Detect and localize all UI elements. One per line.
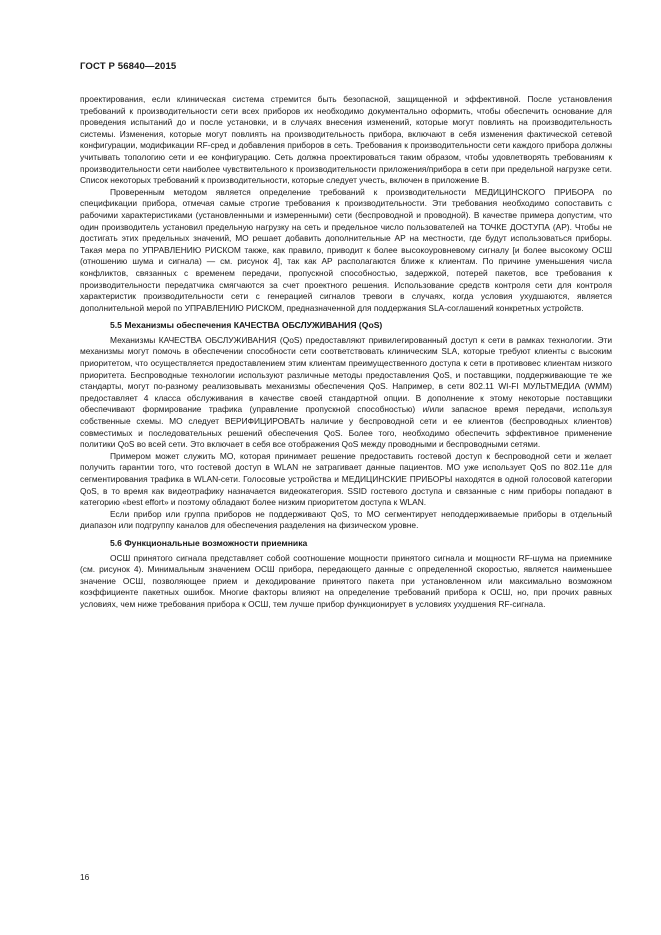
paragraph: Механизмы КАЧЕСТВА ОБСЛУЖИВАНИЯ (QoS) предоставляют привилегированный доступ к сети в рамках технологии. Эти механизмы могут помочь в обеспечении способности сети соответствовать клиническим SLA, которые требуют клиенты с высоким приоритетом, что осуществляется предоставлением этим клиентам преимущественного доступа к сети в противовес клиентам низкого приоритета. Беспроводные технологии используют различные методы предоставления QoS, и поставщики, поддерживающие те же стандарты, могут по-разному реализовывать механизмы обеспечения QoS. Например, в сети 802.11 WI-FI МУЛЬТМЕДИА (WMM) предоставляет 4 класса обслуживания в качестве своей стандартной опции. В дополнение к этому некоторые поставщики обеспечивают формирование трафика (управление пропускной способностью) и/или запасное время передачи, используя собственные схемы. МО следует ВЕРИФИЦИРОВАТЬ наличие у беспроводной сети и ее клиентов (беспроводных клиентов) совместимых и последовательных решений обеспечения QoS. Более того, необходимо обеспечить эффективное применение политики QoS во всей сети. Это включает в себя все отображения QoS между проводными и беспроводными сетями. xyxy=(80,334,612,450)
standard-header: ГОСТ Р 56840—2015 xyxy=(80,61,177,72)
page-number: 16 xyxy=(80,872,90,882)
document-body xyxy=(80,94,612,611)
paragraph: Если прибор или группа приборов не поддерживают QoS, то МО сегментирует неподдерживаемые приборы в отдельный диапазон или подгруппу каналов для обеспечения разделения на физическом уровне. xyxy=(80,508,612,531)
paragraph: Проверенным методом является определение требований к производительности МЕДИЦИНСКОГО ПРИБОРА по спецификации прибора, отмечая самые строгие требования к производительности. Эти требования необходимо сопоставить с рабочими характеристиками (установленными и измеренными) сети (беспроводной и проводной). В качестве примера допустим, что один производитель установил предельную нагрузку на сеть и предельное число пользователей на ТОЧКЕ ДОСТУПА (АР). Чтобы не достигать этих предельных значений, МО решает добавить дополнительные АР на местности, где будут использоваться приборы. Такая мера по УПРАВЛЕНИЮ РИСКОМ также, как правило, приводит к более высокоуровневому сигналу [и более высокому ОСШ (отношению шума и сигнала) — см. рисунок 4], так как АР располагаются ближе к клиентам. По причине уменьшения числа конфликтов, связанных с временем передачи, пропускной способностью, задержкой, потерей пакетов, все требования к производительности передатчика смягчаются за счет проектного решения. Использование средств контроля сети для контроля характеристик производительности сети с генерацией сигналов тревоги в случаях, когда условия ухудшаются, является дополнительной мерой по УПРАВЛЕНИЮ РИСКОМ, предназначенной для поддержания SLA-соглашений конкретных устройств. xyxy=(80,186,612,313)
paragraph: Примером может служить МО, которая принимает решение предоставить гостевой доступ к беспроводной сети и желает получить гарантии того, что гостевой доступ в WLAN не затрагивает данные пациентов. МО уже использует QoS по 802.11е для сегментирования трафика в WLAN-сети. Голосовые устройства и МЕДИЦИНСКИЕ ПРИБОРЫ находятся в одной голосовой категории QoS, в то время как видеотрафику назначается видеокатегория. SSID гостевого доступа и связанные с ним приборы попадают в категорию «best effort» и поэтому обладают более низким приоритетом доступа к WLAN. xyxy=(80,450,612,508)
paragraph: проектирования, если клиническая система стремится быть безопасной, защищенной и эффективной. После установления требований к производительности сети всех приборов их необходимо документально оформить, чтобы обеспечить основание для проведения испытаний до и после установки, и в случаях внесения изменений, которые могут повлиять на производительность системы. Изменения, которые могут повлиять на производительность прибора, включают в себя изменения фактической сетевой конфигурации, модификации RF-сред и добавления приборов в сеть. Требования к производительности сети каждого прибора должны учитывать топологию сети и ее конфигурацию. Сеть должна проектироваться таким образом, чтобы удовлетворять требованиям к производительности сети наиболее чувствительного к производительности приложения/прибора в сети при предельной нагрузке сети. Список некоторых требований к производительности, которые следует учесть, включен в приложение В. xyxy=(80,94,612,186)
section-title-5-6: 5.6 Функциональные возможности приемника xyxy=(110,537,308,548)
paragraph: ОСШ принятого сигнала представляет собой соотношение мощности принятого сигнала и мощности RF-шума на приемнике (см. рисунок 4). Минимальным значением ОСШ прибора, передающего данные с определенной скоростью, является наименьшее значение ОСШ, позволяющее прием и декодирование принятого пакета при установленном или максимально возможном коэффициенте пакетных ошибок. Многие факторы влияют на определение требований прибора к ОСШ, но, при прочих равных условиях, чем ниже требования прибора к ОСШ, тем лучше прибор функционирует в условиях ухудшения RF-сигнала. xyxy=(80,552,612,609)
section-title-5-5: 5.5 Механизмы обеспечения КАЧЕСТВА ОБСЛУЖИВАНИЯ (QoS) xyxy=(110,320,383,331)
